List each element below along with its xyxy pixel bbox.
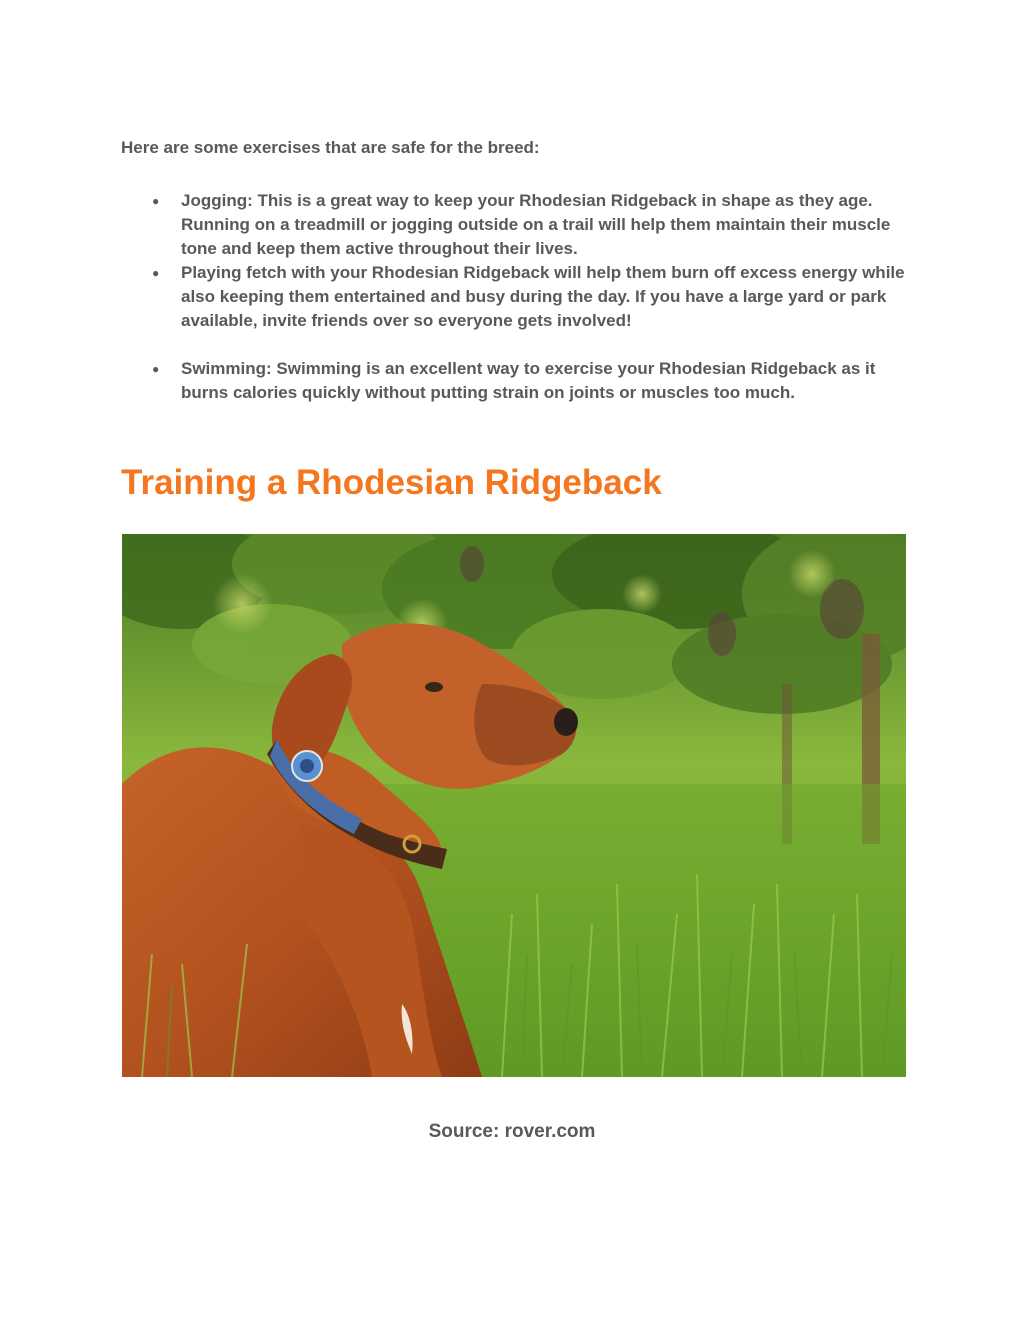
- rhodesian-ridgeback-photo: [122, 534, 906, 1077]
- list-item-text: Playing fetch with your Rhodesian Ridgeback will help them burn off excess energy while also keeping them entertained and busy during the day. If you have a large yard or park available, invite friends over so everyone gets involved!: [181, 263, 905, 330]
- section-heading: Training a Rhodesian Ridgeback: [121, 463, 662, 502]
- list-item-text: Swimming: Swimming is an excellent way to exercise your Rhodesian Ridgeback as it burns calories quickly without putting strain on joints or muscles too much.: [181, 359, 876, 402]
- bullet-icon: ●: [152, 362, 160, 376]
- list-item-fetch: [121, 261, 911, 333]
- intro-text: Here are some exercises that are safe for the breed:: [121, 138, 540, 157]
- bullet-icon: ●: [152, 194, 160, 208]
- list-item-swimming: [121, 357, 911, 405]
- bullet-icon: ●: [152, 266, 160, 280]
- image-source-caption: Source: rover.com: [428, 1121, 596, 1142]
- list-item-jogging: [121, 189, 911, 261]
- list-item-text: Jogging: This is a great way to keep your Rhodesian Ridgeback in shape as they age. Running on a treadmill or jogging outside on a trail will help them maintain their muscle tone and keep them active throughout their lives.: [181, 191, 891, 258]
- exercise-list: [121, 189, 911, 405]
